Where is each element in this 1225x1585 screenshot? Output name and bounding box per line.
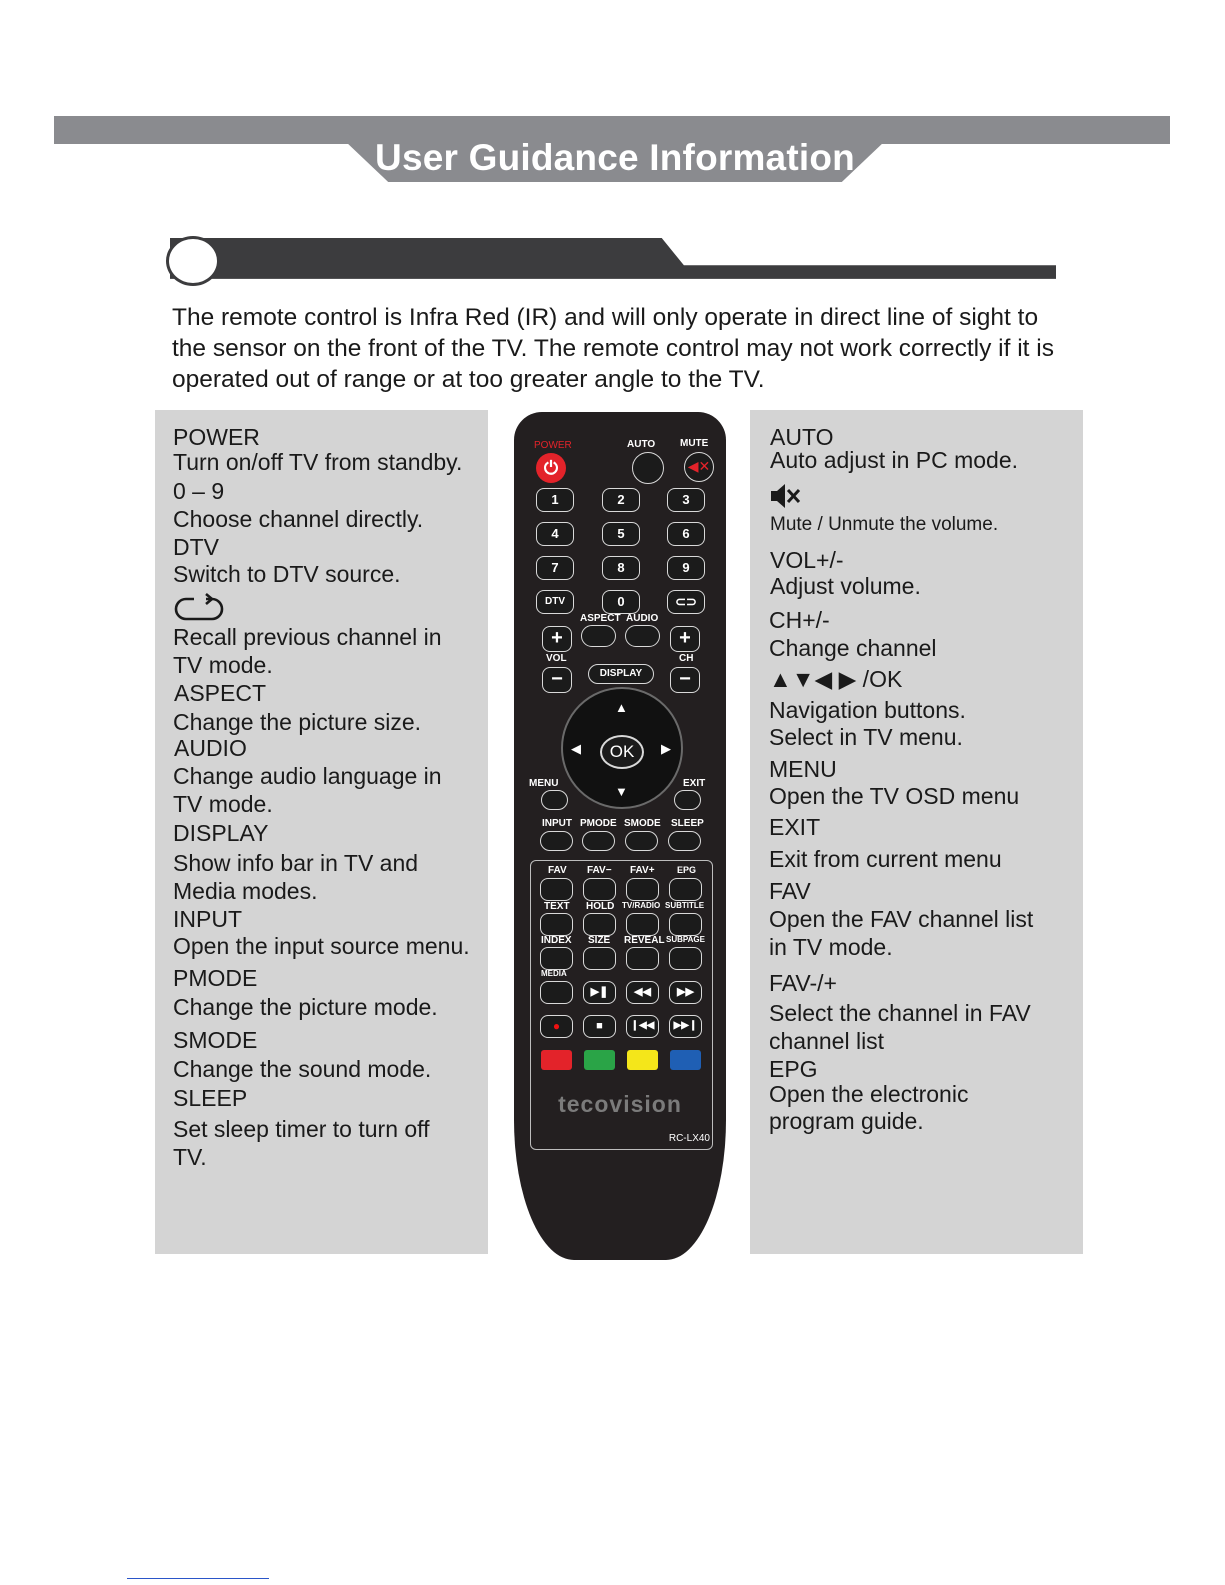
remote-key-0: 0 [602, 590, 640, 614]
audio-desc-1: Change audio language in [173, 763, 442, 789]
epg-desc-2: program guide. [769, 1108, 924, 1134]
dtv-desc: Switch to DTV source. [173, 561, 401, 587]
intro-line-2: the sensor on the front of the TV. The remote control may not work correctly if it is [172, 335, 1054, 362]
remote-key-8: 8 [602, 556, 640, 580]
dtv-heading: DTV [173, 534, 219, 560]
remote-ch-up: + [670, 626, 700, 652]
fav-minus-plus-desc-1: Select the channel in FAV [769, 1000, 1031, 1026]
remote-media-button [540, 981, 573, 1004]
remote-reveal-label: REVEAL [624, 935, 665, 946]
remote-key-7: 7 [536, 556, 574, 580]
remote-sleep-button [668, 831, 701, 851]
remote-text-button [540, 913, 573, 936]
remote-aspect-button [581, 625, 616, 647]
remote-text-label: TEXT [544, 901, 570, 912]
ch-heading: CH+/- [769, 607, 830, 633]
intro-line-3: operated out of range or at too greater angle to the TV. [172, 366, 765, 393]
remote-display-button: DISPLAY [588, 664, 654, 684]
digits-heading: 0 – 9 [173, 478, 225, 504]
display-desc-1: Show info bar in TV and [173, 850, 419, 876]
exit-heading: EXIT [769, 814, 821, 840]
fav-minus-plus-heading: FAV-/+ [769, 970, 837, 996]
remote-green-button [584, 1050, 615, 1070]
pmode-desc: Change the picture mode. [173, 994, 438, 1020]
remote-power-label: POWER [534, 440, 572, 451]
dpad-up-icon: ▲ [615, 700, 628, 715]
auto-heading: AUTO [770, 424, 834, 450]
fav-desc-1: Open the FAV channel list [769, 906, 1034, 932]
sleep-desc-2: TV. [173, 1144, 207, 1170]
nav-heading: ▲▼◀ ▶ /OK [769, 666, 903, 692]
remote-key-1: 1 [536, 488, 574, 512]
menu-desc: Open the TV OSD menu [769, 783, 1020, 809]
remote-epg-label: EPG [677, 865, 697, 875]
remote-model-number: RC-LX40 [668, 1133, 710, 1144]
play-pause-icon: ▶❚ [583, 981, 616, 1004]
exit-desc: Exit from current menu [769, 846, 1002, 872]
ch-desc: Change channel [769, 635, 937, 661]
remote-key-5: 5 [602, 522, 640, 546]
remote-key-3: 3 [667, 488, 705, 512]
remote-subtitle-label: SUBTITLE [665, 901, 705, 910]
vol-heading: VOL+/- [770, 547, 844, 573]
remote-brand-logo: tecovision [558, 1091, 682, 1117]
remote-ch-down: − [670, 667, 700, 693]
remote-key-6: 6 [667, 522, 705, 546]
remote-blue-button [670, 1050, 701, 1070]
remote-index-button [540, 947, 573, 970]
section-bar [170, 238, 1056, 282]
remote-audio-button [625, 625, 660, 647]
remote-ch-label: CH [679, 653, 694, 664]
recall-desc-2: TV mode. [173, 652, 273, 678]
dpad-left-icon: ◀ [571, 741, 581, 756]
remote-auto-label: AUTO [627, 439, 656, 450]
remote-pmode-label: PMODE [580, 818, 617, 829]
remote-input-label: INPUT [542, 818, 572, 829]
remote-audio-label: AUDIO [626, 613, 659, 624]
fast-forward-icon: ▶▶ [669, 981, 702, 1004]
remote-subpage-button [669, 947, 702, 970]
fav-desc-2: in TV mode. [769, 934, 893, 960]
remote-media-label: MEDIA [541, 969, 567, 978]
remote-sleep-label: SLEEP [671, 818, 704, 829]
remote-ok-button: OK [600, 735, 644, 769]
remote-exit-button [674, 790, 701, 810]
section-number-circle [166, 236, 220, 286]
fav-heading: FAV [769, 878, 811, 904]
mute-desc: Mute / Unmute the volume. [770, 514, 999, 535]
remote-epg-button [669, 878, 702, 901]
remote-smode-label: SMODE [624, 818, 661, 829]
remote-input-button [540, 831, 573, 851]
audio-desc-2: TV mode. [173, 791, 273, 817]
input-heading: INPUT [173, 906, 242, 932]
vol-desc: Adjust volume. [770, 573, 921, 599]
intro-line-1: The remote control is Infra Red (IR) and will only operate in direct line of sight to [172, 304, 1039, 331]
aspect-heading: ASPECT [174, 680, 267, 706]
remote-key-4: 4 [536, 522, 574, 546]
remote-power-button: ⏻ [536, 453, 566, 483]
power-desc: Turn on/off TV from standby. [173, 449, 463, 475]
remote-smode-button [625, 831, 658, 851]
dpad-right-icon: ▶ [661, 741, 671, 756]
remote-vol-up: + [542, 626, 572, 652]
remote-subpage-label: SUBPAGE [666, 935, 705, 944]
next-icon: ▶▶❙ [669, 1015, 702, 1038]
remote-fav-minus-button [583, 878, 616, 901]
input-desc: Open the input source menu. [173, 933, 470, 959]
audio-heading: AUDIO [174, 735, 247, 761]
remote-recall-key: ⊂⊃ [667, 590, 705, 614]
recall-desc-1: Recall previous channel in [173, 624, 442, 650]
nav-desc-1: Navigation buttons. [769, 697, 966, 723]
remote-fav-plus-button [626, 878, 659, 901]
rewind-icon: ◀◀ [626, 981, 659, 1004]
remote-vol-down: − [542, 667, 572, 693]
remote-pmode-button [582, 831, 615, 851]
epg-desc-1: Open the electronic [769, 1081, 969, 1107]
fav-minus-plus-desc-2: channel list [769, 1028, 885, 1054]
power-heading: POWER [173, 424, 260, 450]
recall-icon [172, 593, 228, 625]
remote-reveal-button [626, 947, 659, 970]
remote-index-label: INDEX [541, 935, 572, 946]
remote-fav-label: FAV [548, 865, 567, 876]
remote-dtv-key: DTV [536, 590, 574, 614]
menu-heading: MENU [769, 756, 837, 782]
smode-desc: Change the sound mode. [173, 1056, 432, 1082]
display-heading: DISPLAY [173, 820, 269, 846]
sleep-heading: SLEEP [173, 1085, 248, 1111]
footer-link-underline [127, 1578, 269, 1579]
mute-icon [769, 482, 801, 510]
remote-mute-label: MUTE [680, 438, 709, 449]
remote-auto-button [632, 452, 664, 484]
stop-icon: ■ [583, 1015, 616, 1038]
remote-vol-label: VOL [546, 653, 567, 664]
sleep-desc-1: Set sleep timer to turn off [173, 1116, 430, 1142]
remote-fav-button [540, 878, 573, 901]
remote-menu-button [541, 790, 568, 810]
remote-exit-label: EXIT [683, 778, 706, 789]
auto-desc: Auto adjust in PC mode. [770, 447, 1019, 473]
aspect-desc: Change the picture size. [173, 709, 422, 735]
remote-fav-plus-label: FAV+ [630, 865, 655, 876]
pmode-heading: PMODE [173, 965, 258, 991]
remote-aspect-label: ASPECT [580, 613, 621, 624]
remote-hold-button [583, 913, 616, 936]
epg-heading: EPG [769, 1056, 818, 1082]
remote-yellow-button [627, 1050, 658, 1070]
remote-red-button [541, 1050, 572, 1070]
smode-heading: SMODE [173, 1027, 258, 1053]
previous-icon: ❙◀◀ [626, 1015, 659, 1038]
intro-text [172, 302, 1102, 395]
remote-mute-button: ◀✕ [684, 452, 714, 482]
page-title: User Guidance Information [375, 137, 855, 178]
remote-tvradio-button [626, 913, 659, 936]
remote-key-2: 2 [602, 488, 640, 512]
dpad-down-icon: ▼ [615, 784, 628, 799]
remote-subtitle-button [669, 913, 702, 936]
display-desc-2: Media modes. [173, 878, 318, 904]
nav-desc-2: Select in TV menu. [769, 724, 963, 750]
digits-desc: Choose channel directly. [173, 506, 424, 532]
remote-fav-minus-label: FAV− [587, 865, 612, 876]
record-icon: ● [540, 1015, 573, 1038]
remote-size-button [583, 947, 616, 970]
remote-key-9: 9 [667, 556, 705, 580]
remote-hold-label: HOLD [586, 901, 615, 912]
remote-size-label: SIZE [588, 935, 611, 946]
remote-menu-label: MENU [529, 778, 559, 789]
remote-tvradio-label: TV/RADIO [622, 901, 661, 910]
